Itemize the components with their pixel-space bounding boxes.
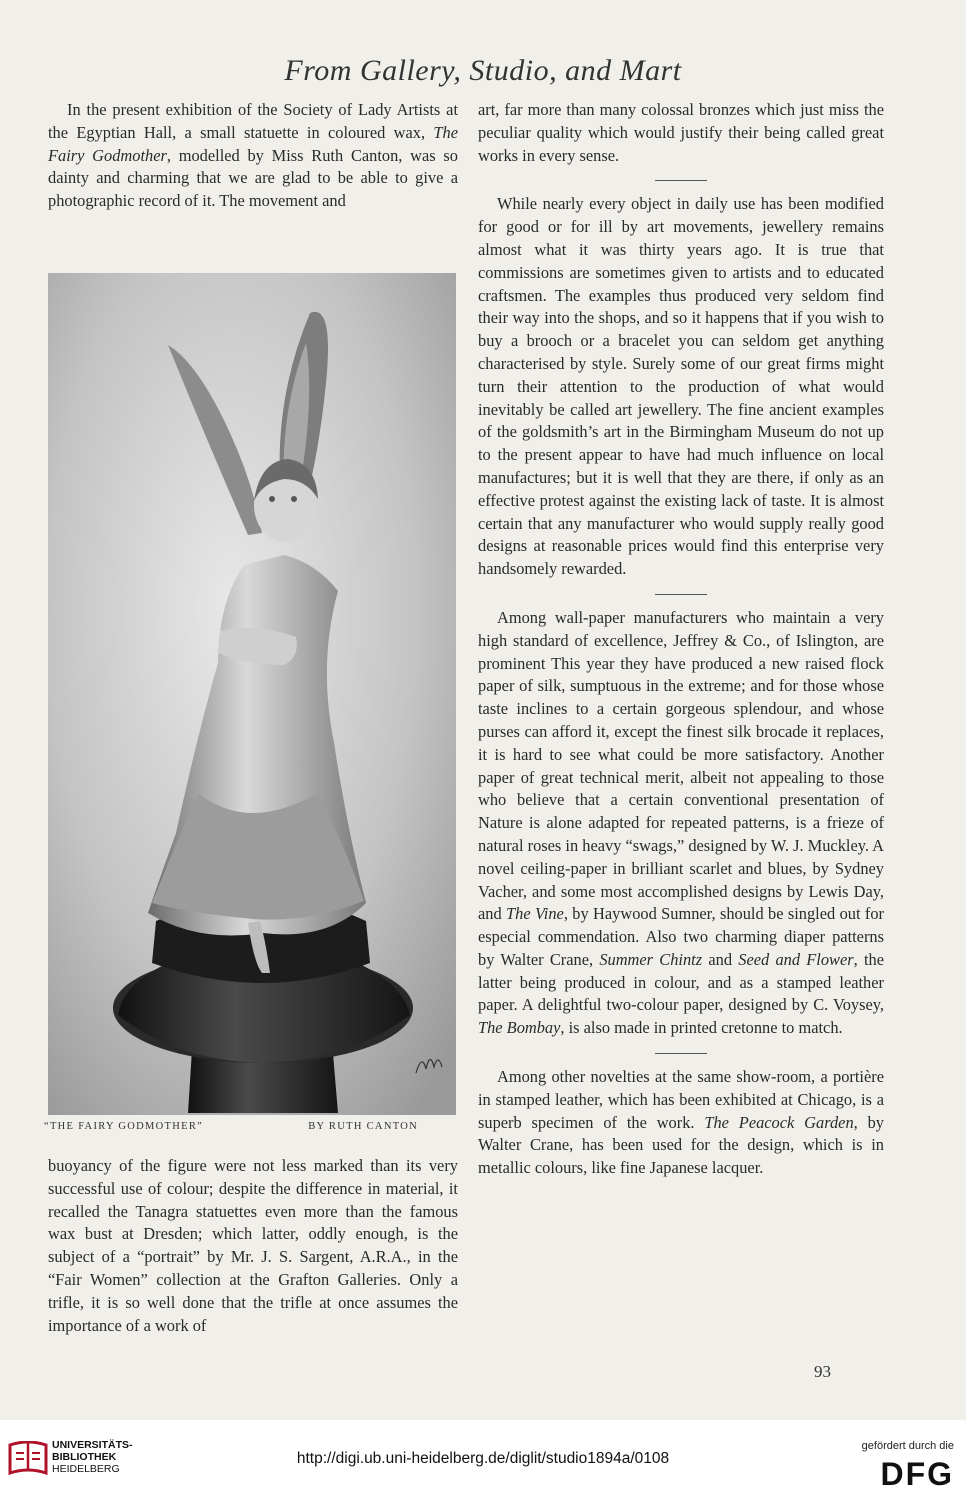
library-name: UNIVERSITÄTS- BIBLIOTHEK HEIDELBERG bbox=[52, 1439, 133, 1475]
intro-paragraph: In the present exhibition of the Society of Lady Artists at the Egyptian Hall, a small statuette in coloured wax, The Fairy Godmother, modelled by Miss Ruth Canton, was so dainty and charming that we are glad to be able to give a photographic record of it. The movement and bbox=[48, 100, 458, 211]
running-head: From Gallery, Studio, and Mart bbox=[284, 54, 682, 87]
paragraph-portiere: Among other novelties at the same show-room, a portière in stamped leather, which has been exhibited at Chicago, is a superb specimen of the work. The Peacock Garden, by Walter Crane, has been used for the design, which is in metallic colours, like fine Japanese lacquer. bbox=[478, 1067, 884, 1178]
section-rule bbox=[655, 180, 707, 181]
statuette-title: The Fairy Godmother bbox=[48, 122, 458, 165]
continued-paragraph: buoyancy of the figure were not less marked than its very successful use of colour; despite the difference in material, it recalled the Tanagra statuettes even more than the famous wax bust at Dresden; which latter, oddly enough, is the subject of a “portrait” by Mr. J. S. Sargent, A.R.A., in the “Fair Women” collection at the Grafton Galleries. Only a trifle, it is so well done that the trifle at once assumes the importance of a work of bbox=[48, 1156, 458, 1335]
section-rule bbox=[655, 594, 707, 595]
page-number: 93 bbox=[814, 1362, 831, 1381]
source-url[interactable]: http://digi.ub.uni-heidelberg.de/diglit/studio1894a/0108 bbox=[296, 1450, 670, 1467]
right-column bbox=[478, 99, 884, 1180]
statuette-photograph bbox=[48, 273, 456, 1115]
caption-artist: BY RUTH CANTON bbox=[308, 1121, 418, 1132]
dfg-logo: DFG bbox=[880, 1456, 954, 1492]
paragraph-jewellery: While nearly every object in daily use has been modified for good or for ill by art movements, jewellery remains almost what it was thirty years ago. It is true that commissions are sometimes given to artists and to educated craftsmen. The examples thus produced very seldom find their way into the shops, and so it happens that if you wish to buy a brooch or a bracelet you can seldom get anything characterised by style. Surely some of our great firms might turn their attention to the production of what would inevitably be called art jewellery. The fine ancient examples of the goldsmith’s art in the Birmingham Museum do not up to the present appear to have had much influence on local manufactures; but it is well that they are there, if only as an effective protest against the existing lack of taste. It is almost certain that any manufacturer who would supply really good designs at reasonable prices would find this enterprise very handsomely rewarded. bbox=[478, 194, 884, 579]
left-column-top bbox=[48, 99, 458, 213]
digitization-footer bbox=[0, 1420, 966, 1498]
caption-title: “THE FAIRY GODMOTHER” bbox=[44, 1121, 204, 1132]
left-column-bottom bbox=[48, 1155, 458, 1337]
paragraph-art-bronzes: art, far more than many colossal bronzes which just miss the peculiar quality which would justify their being called great works in every sense. bbox=[478, 100, 884, 165]
funded-by-label: gefördert durch die bbox=[861, 1440, 954, 1452]
section-rule bbox=[655, 1053, 707, 1054]
paragraph-wallpaper: Among wall-paper manufacturers who maintain a very high standard of excellence, Jeffrey & Co., of Islington, are prominent This year they have produced a new raised flock paper of silk, sumptuous in the extreme; and for those whose taste inclines to a certain gorgeous splendour, and whose purses can afford it, except the finest silk brocade it replaces, it is hard to see what could be more satisfactory. Another paper of great technical merit, albeit not appealing to those who believe that a certain conventional presentation of Nature is alone adapted for repeated patterns, is a frieze of natural roses in heavy “swags,” designed by W. J. Muckley. A novel ceiling-paper in brilliant scarlet and blues, by Sydney Vacher, and some most accomplished designs by Lewis Day, and The Vine, by Haywood Sumner, should be singled out for especial commendation. Also two charming diaper patterns by Walter Crane, Summer Chintz and Seed and Flower, the latter being produced in colour, and as a stamped leather paper. A delightful two-colour paper, designed by C. Voysey, The Bombay, is also made in printed cretonne to match. bbox=[478, 607, 884, 1038]
